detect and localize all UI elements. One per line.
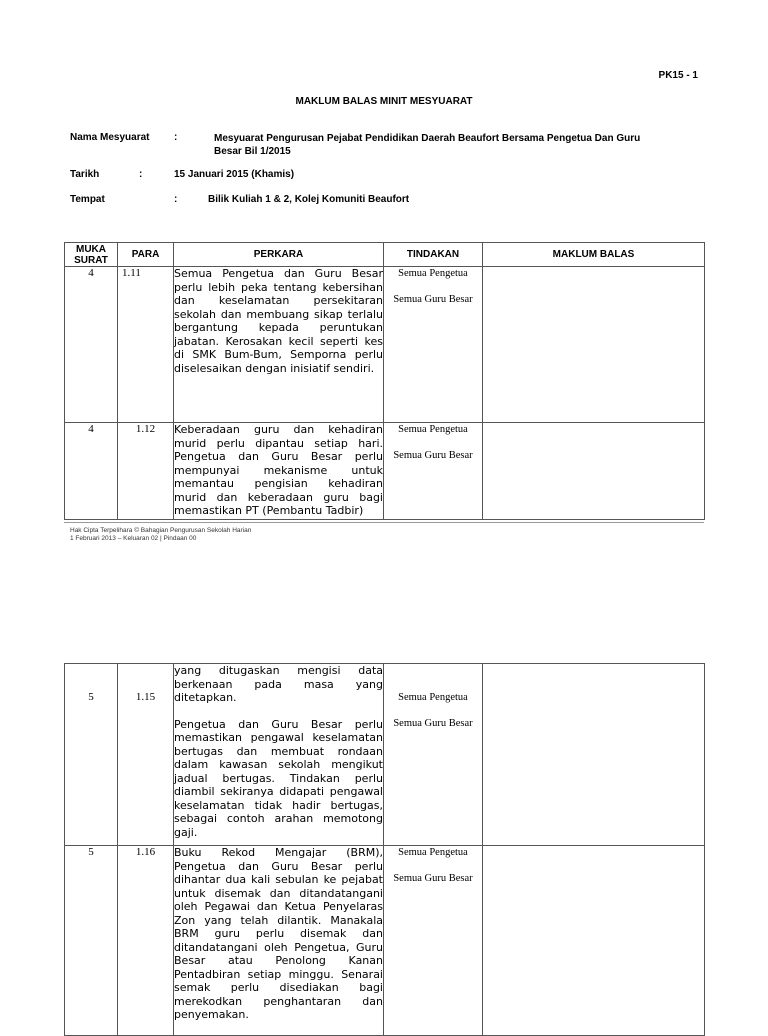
maklum-balas-cell — [483, 267, 705, 423]
form-code: PK15 - 1 — [658, 70, 698, 81]
footer-divider — [64, 522, 704, 523]
header-maklum-balas: MAKLUM BALAS — [483, 243, 705, 267]
meeting-name-line2: Besar Bil 1/2015 — [214, 146, 291, 157]
document-title: MAKLUM BALAS MINIT MESYUARAT — [295, 96, 473, 107]
maklum-balas-cell — [483, 846, 705, 1036]
date-colon: : — [139, 169, 143, 180]
venue-value: Bilik Kuliah 1 & 2, Kolej Komuniti Beaufort — [208, 194, 410, 205]
perkara-text: Buku Rekod Mengajar (BRM), Pengetua dan Guru Besar perlu dihantar dua kali sebulan ke pejabat untuk disemak dan ditandatangani oleh Pegawai dan Ketua Penyelaras Zon yang telah dilantik. Manakala BRM guru perlu disemak dan ditandatangani oleh Pengetua, Guru Besar atau Penolong Kanan Pentadbiran setiap minggu. Senarai semak perlu disediakan bagi merekodkan penghantaran dan penyemakan. — [174, 846, 383, 1021]
minutes-table-page2 — [64, 663, 705, 1036]
venue-label: Tempat — [70, 194, 105, 205]
table-row — [65, 423, 705, 520]
header-tindakan: TINDAKAN — [384, 243, 483, 267]
date-value: 15 Januari 2015 (Khamis) — [174, 169, 295, 180]
tindakan-item: Semua Guru Besar — [393, 450, 473, 461]
perkara-cell — [174, 664, 384, 846]
perkara-text: Semua Pengetua dan Guru Besar perlu lebih peka tentang kebersihan dan keselamatan persekitaran sekolah dan membuang sikap terlalu bergantung kepada peruntukan jabatan. Kerosakan kecil seperti kes di SMK Bum-Bum, Semporna perlu diselesaikan dengan inisiatif sendiri. — [174, 267, 383, 375]
table-header-row — [65, 243, 705, 267]
minutes-table-page1 — [64, 242, 705, 520]
tindakan-cell — [384, 664, 483, 846]
para-cell: 1.16 — [118, 846, 174, 1036]
tindakan-cell — [384, 846, 483, 1036]
footer-copyright: Hak Cipta Terpelihara © Bahagian Pengurusan Sekolah Harian — [70, 527, 252, 534]
meeting-name-line1: Mesyuarat Pengurusan Pejabat Pendidikan Daerah Beaufort Bersama Pengetua Dan Guru — [214, 133, 641, 144]
meeting-name-colon: : — [174, 132, 178, 143]
venue-colon: : — [174, 194, 178, 205]
perkara-text: Pengetua dan Guru Besar perlu memastikan pengawal keselamatan bertugas dan membuat rondaan dalam kawasan sekolah mengikut jadual bertugas. Tindakan perlu diambil sekiranya didapati pengawal keselamatan tidak hadir bertugas, sebagai contoh arahan memotong gaji. — [174, 717, 383, 839]
table-row — [65, 846, 705, 1036]
meeting-name-value — [214, 132, 640, 158]
header-para: PARA — [118, 243, 174, 267]
date-label: Tarikh — [70, 169, 100, 180]
tindakan-item: Semua Pengetua — [398, 692, 468, 703]
tindakan-item: Semua Pengetua — [398, 424, 468, 435]
muka-surat-cell: 5 — [65, 846, 118, 1036]
table-row — [65, 664, 705, 846]
header-muka-surat: MUKA SURAT — [65, 243, 118, 267]
para-cell: 1.11 — [118, 267, 174, 423]
footer-revision: 1 Februari 2013 – Keluaran 02 | Pindaan 00 — [70, 535, 197, 542]
perkara-cell — [174, 423, 384, 520]
maklum-balas-cell — [483, 664, 705, 846]
muka-surat-cell: 4 — [65, 423, 118, 520]
para-cell: 1.15 — [118, 664, 174, 846]
meeting-name-label: Nama Mesyuarat — [70, 132, 150, 143]
para-cell: 1.12 — [118, 423, 174, 520]
tindakan-item: Semua Pengetua — [398, 847, 468, 858]
tindakan-item: Semua Guru Besar — [393, 294, 473, 305]
tindakan-item: Semua Pengetua — [398, 268, 468, 279]
header-perkara: PERKARA — [174, 243, 384, 267]
perkara-text: Keberadaan guru dan kehadiran murid perlu dipantau setiap hari. Pengetua dan Guru Besar perlu mempunyai mekanisme untuk memantau pengisian kehadiran murid dan keberadaan guru bagi memastikan PT (Pembantu Tadbir) — [174, 423, 383, 517]
perkara-cell — [174, 267, 384, 423]
perkara-cell — [174, 846, 384, 1036]
maklum-balas-cell — [483, 423, 705, 520]
tindakan-cell — [384, 423, 483, 520]
tindakan-item: Semua Guru Besar — [393, 718, 473, 729]
muka-surat-cell: 4 — [65, 267, 118, 423]
perkara-continued-text: yang ditugaskan mengisi data berkenaan pada masa yang ditetapkan. — [174, 664, 383, 704]
tindakan-cell — [384, 267, 483, 423]
table-row — [65, 267, 705, 423]
muka-surat-cell: 5 — [65, 664, 118, 846]
tindakan-item: Semua Guru Besar — [393, 873, 473, 884]
